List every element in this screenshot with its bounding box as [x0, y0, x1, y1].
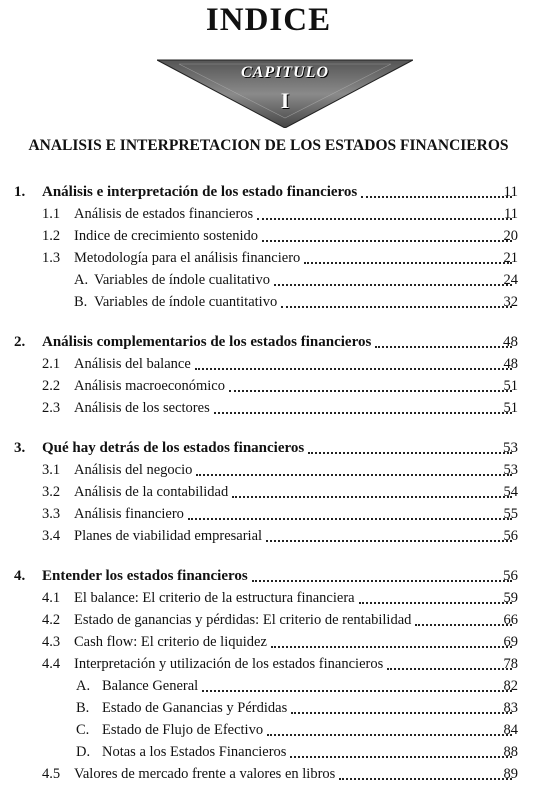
toc-entry-title: Análisis financiero [74, 506, 184, 522]
chapter-subtitle: ANALISIS E INTERPRETACION DE LOS ESTADOS FINANCIEROS [28, 137, 509, 154]
leader-dots [290, 756, 512, 758]
toc-entry-title: Cash flow: El criterio de liquidez [74, 634, 267, 650]
toc-entry[interactable] [76, 719, 518, 741]
toc-entry[interactable] [76, 697, 518, 719]
toc-entry-number: 1.1 [42, 206, 61, 222]
toc-entry-number: 4.1 [42, 590, 61, 606]
toc-page-number: 66 [503, 612, 518, 628]
toc-page-number: 53 [503, 440, 518, 456]
leader-dots [196, 474, 512, 476]
toc-entry-number: 2.2 [42, 378, 61, 394]
toc-entry-letter: B. [74, 294, 88, 310]
toc-entry-title: Notas a los Estados Financieros [102, 744, 287, 760]
toc-section[interactable] [14, 331, 518, 353]
toc-section[interactable] [14, 181, 518, 203]
toc-entry[interactable] [42, 203, 518, 225]
toc-page-number: 48 [503, 334, 518, 350]
toc-page-number: 24 [503, 272, 518, 288]
toc-entry-number: 3.1 [42, 462, 61, 478]
toc-page-number: 21 [503, 250, 518, 266]
leader-dots [257, 218, 512, 220]
toc-entry-number: 2.1 [42, 356, 61, 372]
toc-entry-title: Análisis de la contabilidad [74, 484, 229, 500]
toc-entry[interactable] [42, 247, 518, 269]
toc-entry-title: Interpretación y utilización de los estados financieros [74, 656, 384, 672]
toc-entry-number: 2.3 [42, 400, 61, 416]
toc-entry[interactable] [42, 481, 518, 503]
toc-page-number: 51 [503, 400, 518, 416]
toc-entry-title: Análisis de estados financieros [74, 206, 254, 222]
toc-section[interactable] [14, 565, 518, 587]
toc-page-number: 53 [503, 462, 518, 478]
toc-entry[interactable] [42, 225, 518, 247]
leader-dots [308, 452, 512, 454]
chapter-label: CAPITULO [241, 64, 329, 81]
toc-entry-title: Valores de mercado frente a valores en libros [74, 766, 336, 782]
toc-entry-title: Análisis macroeconómico [74, 378, 225, 394]
leader-dots [271, 646, 512, 648]
toc-entry-number: 3.3 [42, 506, 61, 522]
toc-entry-title: Análisis del balance [74, 356, 191, 372]
toc-section-number: 3. [14, 440, 26, 456]
toc-entry[interactable] [42, 375, 518, 397]
toc-page-number: 32 [503, 294, 518, 310]
toc-entry-letter: B. [76, 700, 90, 716]
toc-page-number: 51 [503, 378, 518, 394]
toc-page-number: 48 [503, 356, 518, 372]
leader-dots [214, 412, 512, 414]
toc-page-number: 82 [503, 678, 518, 694]
toc-entry-number: 4.3 [42, 634, 61, 650]
toc-entry[interactable] [74, 291, 518, 313]
leader-dots [188, 518, 512, 520]
toc-page-number: 54 [503, 484, 518, 500]
toc-entry[interactable] [76, 675, 518, 697]
toc-entry-letter: D. [76, 744, 91, 760]
toc-entry-title: Análisis de los sectores [74, 400, 210, 416]
toc-entry[interactable] [42, 653, 518, 675]
toc-page-number: 83 [503, 700, 518, 716]
toc-section-title: Qué hay detrás de los estados financieros [42, 440, 305, 456]
leader-dots [267, 734, 512, 736]
toc-section-title: Análisis e interpretación de los estado financieros [42, 184, 358, 200]
toc-page-number: 59 [503, 590, 518, 606]
leader-dots [195, 368, 512, 370]
toc-entry-number: 4.5 [42, 766, 61, 782]
toc-entry[interactable] [42, 459, 518, 481]
toc-entry-title: Planes de viabilidad empresarial [74, 528, 263, 544]
toc-entry-title: Estado de Ganancias y Pérdidas [102, 700, 288, 716]
toc-page-number: 88 [503, 744, 518, 760]
toc-entry-number: 1.2 [42, 228, 61, 244]
toc-entry[interactable] [42, 631, 518, 653]
leader-dots [274, 284, 512, 286]
toc-entry-number: 3.2 [42, 484, 61, 500]
chapter-badge [157, 58, 413, 128]
toc-entry[interactable] [42, 353, 518, 375]
toc-entry-title: Variables de índole cualitativo [94, 272, 270, 288]
toc-entry-title: Variables de índole cuantitativo [94, 294, 278, 310]
toc-entry-title: Indice de crecimiento sostenido [74, 228, 259, 244]
leader-dots [291, 712, 512, 714]
leader-dots [202, 690, 512, 692]
toc-page-number: 78 [503, 656, 518, 672]
toc-entry-title: Metodología para el análisis financiero [74, 250, 301, 266]
toc-page-number: 20 [503, 228, 518, 244]
toc-page-number: 11 [504, 206, 518, 222]
toc-entry-number: 1.3 [42, 250, 61, 266]
toc-entry[interactable] [42, 763, 518, 785]
toc-entry-title: Análisis del negocio [74, 462, 193, 478]
toc-entry-letter: A. [74, 272, 89, 288]
toc-entry[interactable] [42, 525, 518, 547]
toc-page-number: 11 [503, 184, 518, 200]
leader-dots [339, 778, 512, 780]
toc-page-number: 89 [503, 766, 518, 782]
toc-entry-number: 3.4 [42, 528, 61, 544]
toc-page-number: 56 [503, 528, 518, 544]
toc-entry[interactable] [42, 609, 518, 631]
toc-entry-letter: A. [76, 678, 91, 694]
toc-section-number: 4. [14, 568, 26, 584]
toc-entry-letter: C. [76, 722, 90, 738]
leader-dots [266, 540, 512, 542]
page-title: INDICE [205, 2, 332, 38]
toc-page-number: 84 [503, 722, 518, 738]
toc-entry-number: 4.2 [42, 612, 61, 628]
toc-entry[interactable] [42, 503, 518, 525]
toc-section[interactable] [14, 437, 518, 459]
toc-entry-title: Estado de Flujo de Efectivo [102, 722, 264, 738]
toc-section-title: Entender los estados financieros [42, 568, 248, 584]
toc-entry-number: 4.4 [42, 656, 61, 672]
toc-page-number: 55 [503, 506, 518, 522]
toc-page-number: 56 [503, 568, 518, 584]
toc-entry[interactable] [42, 397, 518, 419]
leader-dots [232, 496, 512, 498]
toc-entry-title: Estado de ganancias y pérdidas: El criterio de rentabilidad [74, 612, 412, 628]
leader-dots [304, 262, 512, 264]
leader-dots [262, 240, 512, 242]
leader-dots [252, 580, 512, 582]
toc-entry-title: El balance: El criterio de la estructura financiera [74, 590, 355, 606]
toc-entry-title: Balance General [102, 678, 199, 694]
toc-entry[interactable] [76, 741, 518, 763]
toc-section-number: 2. [14, 334, 26, 350]
toc-entry[interactable] [42, 587, 518, 609]
toc-section-number: 1. [14, 184, 26, 200]
toc-page-number: 69 [503, 634, 518, 650]
chapter-number: I [280, 88, 290, 113]
toc-entry[interactable] [74, 269, 518, 291]
toc-section-title: Análisis complementarios de los estados financieros [42, 334, 372, 350]
leader-dots [281, 306, 512, 308]
leader-dots [229, 390, 512, 392]
